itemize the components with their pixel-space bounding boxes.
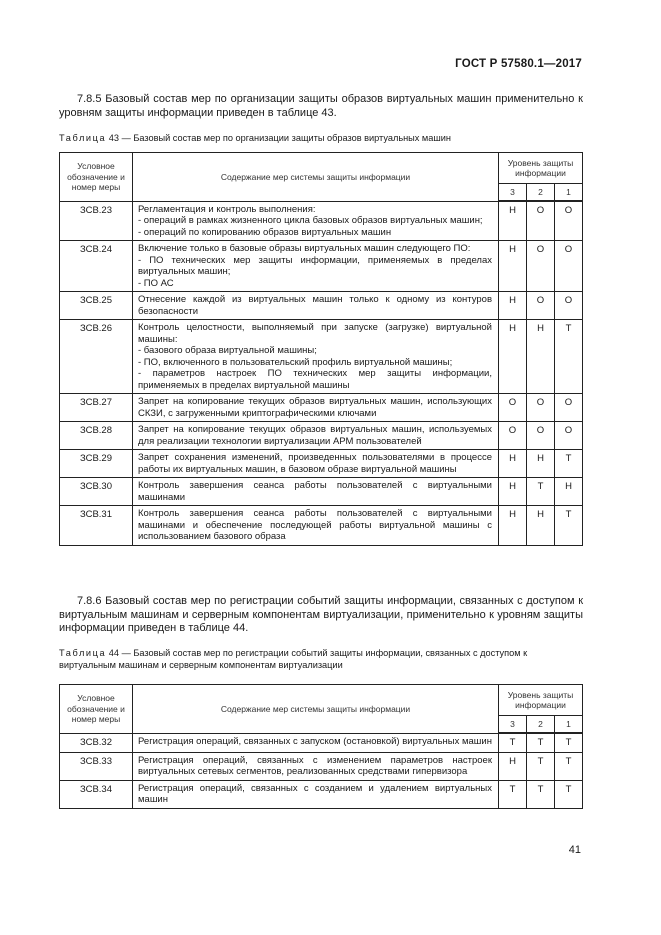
measure-code: ЗСВ.26 <box>60 320 133 394</box>
measure-content-line: Регламентация и контроль выполнения: <box>138 203 316 215</box>
protection-level-1-value: О <box>555 201 583 241</box>
protection-level-2-value: Т <box>527 780 555 808</box>
header-content: Содержание мер системы защиты информации <box>133 685 499 734</box>
protection-level-2-value: Н <box>527 320 555 394</box>
table-row <box>60 201 583 241</box>
paragraph-text: Базовый состав мер по организации защиты образов виртуальных машин применительно к уровням защиты информации приведен в таблице 43. <box>59 93 583 119</box>
measure-content <box>133 733 499 752</box>
protection-level-3-value: Н <box>499 320 527 394</box>
protection-level-1-value: О <box>555 422 583 450</box>
protection-level-2-value: О <box>527 394 555 422</box>
header-level-3: 3 <box>499 184 527 202</box>
measure-content <box>133 320 499 394</box>
protection-level-1-value: О <box>555 241 583 292</box>
header-code: Условное обозначение и номер меры <box>60 685 133 734</box>
measure-code: ЗСВ.24 <box>60 241 133 292</box>
protection-level-1-value: Т <box>555 320 583 394</box>
protection-level-3-value: Н <box>499 201 527 241</box>
measure-content-line: - параметров настроек ПО технических мер защиты информации, применяемых в пределах виртуальной машины <box>138 368 492 391</box>
measure-content-line: Отнесение каждой из виртуальных машин только к одному из контуров безопасности <box>138 294 492 317</box>
measure-code: ЗСВ.32 <box>60 733 133 752</box>
table-row <box>60 780 583 808</box>
table-row <box>60 394 583 422</box>
measure-content-line: - ПО АС <box>138 277 174 289</box>
measure-content-line: - ПО, включенного в пользовательский профиль виртуальной машины; <box>138 356 453 368</box>
table-row <box>60 292 583 320</box>
protection-level-3-value: Н <box>499 752 527 780</box>
table-44 <box>59 684 583 809</box>
table-row <box>60 450 583 478</box>
header-level-2: 2 <box>527 716 555 734</box>
measure-code: ЗСВ.31 <box>60 506 133 546</box>
measure-code: ЗСВ.30 <box>60 478 133 506</box>
protection-level-2-value: О <box>527 422 555 450</box>
protection-level-2-value: О <box>527 292 555 320</box>
protection-level-2-value: Н <box>527 506 555 546</box>
paragraph-7-8-6 <box>59 595 583 636</box>
protection-level-3-value: О <box>499 394 527 422</box>
measure-content-line: Регистрация операций, связанных с созданием и удалением виртуальных машин <box>138 782 492 805</box>
measure-content-line: Запрет на копирование текущих образов виртуальных машин, использующих СКЗИ, с загруженными криптографическими ключами <box>138 396 492 419</box>
table-row <box>60 241 583 292</box>
protection-level-3-value: Н <box>499 450 527 478</box>
protection-level-2-value: Т <box>527 478 555 506</box>
table-row <box>60 733 583 752</box>
table-row <box>60 752 583 780</box>
table-43 <box>59 152 583 546</box>
protection-level-3-value: Т <box>499 780 527 808</box>
protection-level-2-value: О <box>527 201 555 241</box>
measure-code: ЗСВ.23 <box>60 201 133 241</box>
measure-content-line: Контроль завершения сеанса работы пользователей с виртуальными машинами и обеспечение последующей работы виртуальной машины с использованием базового образа <box>138 508 492 542</box>
measure-content-line: Запрет сохранения изменений, произведенных пользователями в процессе работы их виртуальных машин, в базовом образе виртуальной машины <box>138 452 492 475</box>
protection-level-2-value: О <box>527 241 555 292</box>
header-level-2: 2 <box>527 184 555 202</box>
measure-content <box>133 292 499 320</box>
measure-content <box>133 780 499 808</box>
protection-level-1-value: О <box>555 394 583 422</box>
paragraph-number: 7.8.6 <box>77 595 102 607</box>
measure-content-line: Контроль завершения сеанса работы пользователей с виртуальными машинами <box>138 480 492 503</box>
protection-level-1-value: Т <box>555 752 583 780</box>
header-level-3: 3 <box>499 716 527 734</box>
protection-level-3-value: Н <box>499 506 527 546</box>
measure-content-line: - ПО технических мер защиты информации, применяемых в пределах виртуальных машин; <box>138 254 492 277</box>
header-levels: Уровень защиты информации <box>499 153 583 184</box>
measure-content <box>133 201 499 241</box>
measure-code: ЗСВ.34 <box>60 780 133 808</box>
table-row <box>60 478 583 506</box>
protection-level-1-value: Т <box>555 733 583 752</box>
measure-content <box>133 450 499 478</box>
header-levels: Уровень защиты информации <box>499 685 583 716</box>
protection-level-2-value: Т <box>527 733 555 752</box>
header-level-1: 1 <box>555 716 583 734</box>
protection-level-1-value: Т <box>555 780 583 808</box>
measure-code: ЗСВ.25 <box>60 292 133 320</box>
table-row <box>60 320 583 394</box>
table-44-caption: Таблица 44 — Базовый состав мер по регистрации событий защиты информации, связанных с доступом к виртуальным машинам и серверным компонентам виртуализации <box>59 648 528 670</box>
protection-level-3-value: О <box>499 422 527 450</box>
measure-content <box>133 241 499 292</box>
paragraph-text: Базовый состав мер по регистрации событий защиты информации, связанных с доступом к виртуальным машинам и серверным компонентам виртуализации, применительно к уровням защиты информации приведен в таблице 44. <box>59 595 584 634</box>
protection-level-1-value: Т <box>555 506 583 546</box>
header-level-1: 1 <box>555 184 583 202</box>
table-row <box>60 506 583 546</box>
measure-content-line: - операций в рамках жизненного цикла базовых образов виртуальных машин; <box>138 215 483 226</box>
measure-content <box>133 478 499 506</box>
measure-content-line: Запрет на копирование текущих образов виртуальных машин, используемых для реализации технологии виртуализации АРМ пользователей <box>138 424 492 447</box>
measure-content <box>133 422 499 450</box>
header-code: Условное обозначение и номер меры <box>60 153 133 202</box>
protection-level-3-value: Н <box>499 292 527 320</box>
measure-code: ЗСВ.29 <box>60 450 133 478</box>
measure-code: ЗСВ.33 <box>60 752 133 780</box>
measure-code: ЗСВ.28 <box>60 422 133 450</box>
table-43-caption: Таблица 43 — Базовый состав мер по организации защиты образов виртуальных машин <box>59 133 451 143</box>
measure-content-line: - операций по копированию образов виртуальных машин <box>138 226 392 238</box>
protection-level-1-value: Н <box>555 478 583 506</box>
protection-level-1-value: Т <box>555 450 583 478</box>
measure-content-line: Регистрация операций, связанных с изменением параметров настроек виртуальных сетевых сегментов, реализованных средствами гипервизора <box>138 754 492 777</box>
measure-content <box>133 752 499 780</box>
measure-content-line: Включение только в базовые образы виртуальных машин следующего ПО: <box>138 243 471 254</box>
measure-content <box>133 394 499 422</box>
protection-level-2-value: Т <box>527 752 555 780</box>
paragraph-7-8-5 <box>59 93 583 120</box>
table-row <box>60 422 583 450</box>
measure-content-line: Регистрация операций, связанных с запуском (остановкой) виртуальных машин <box>138 735 492 747</box>
protection-level-3-value: Н <box>499 478 527 506</box>
protection-level-2-value: Н <box>527 450 555 478</box>
document-id: ГОСТ Р 57580.1—2017 <box>455 58 582 70</box>
protection-level-3-value: Т <box>499 733 527 752</box>
protection-level-1-value: О <box>555 292 583 320</box>
protection-level-3-value: Н <box>499 241 527 292</box>
page-number: 41 <box>568 844 581 856</box>
measure-content-line: - базового образа виртуальной машины; <box>138 345 317 356</box>
header-content: Содержание мер системы защиты информации <box>133 153 499 202</box>
measure-content <box>133 506 499 546</box>
measure-content-line: Контроль целостности, выполняемый при запуске (загрузке) виртуальной машины: <box>138 322 492 345</box>
measure-code: ЗСВ.27 <box>60 394 133 422</box>
paragraph-number: 7.8.5 <box>77 93 102 105</box>
